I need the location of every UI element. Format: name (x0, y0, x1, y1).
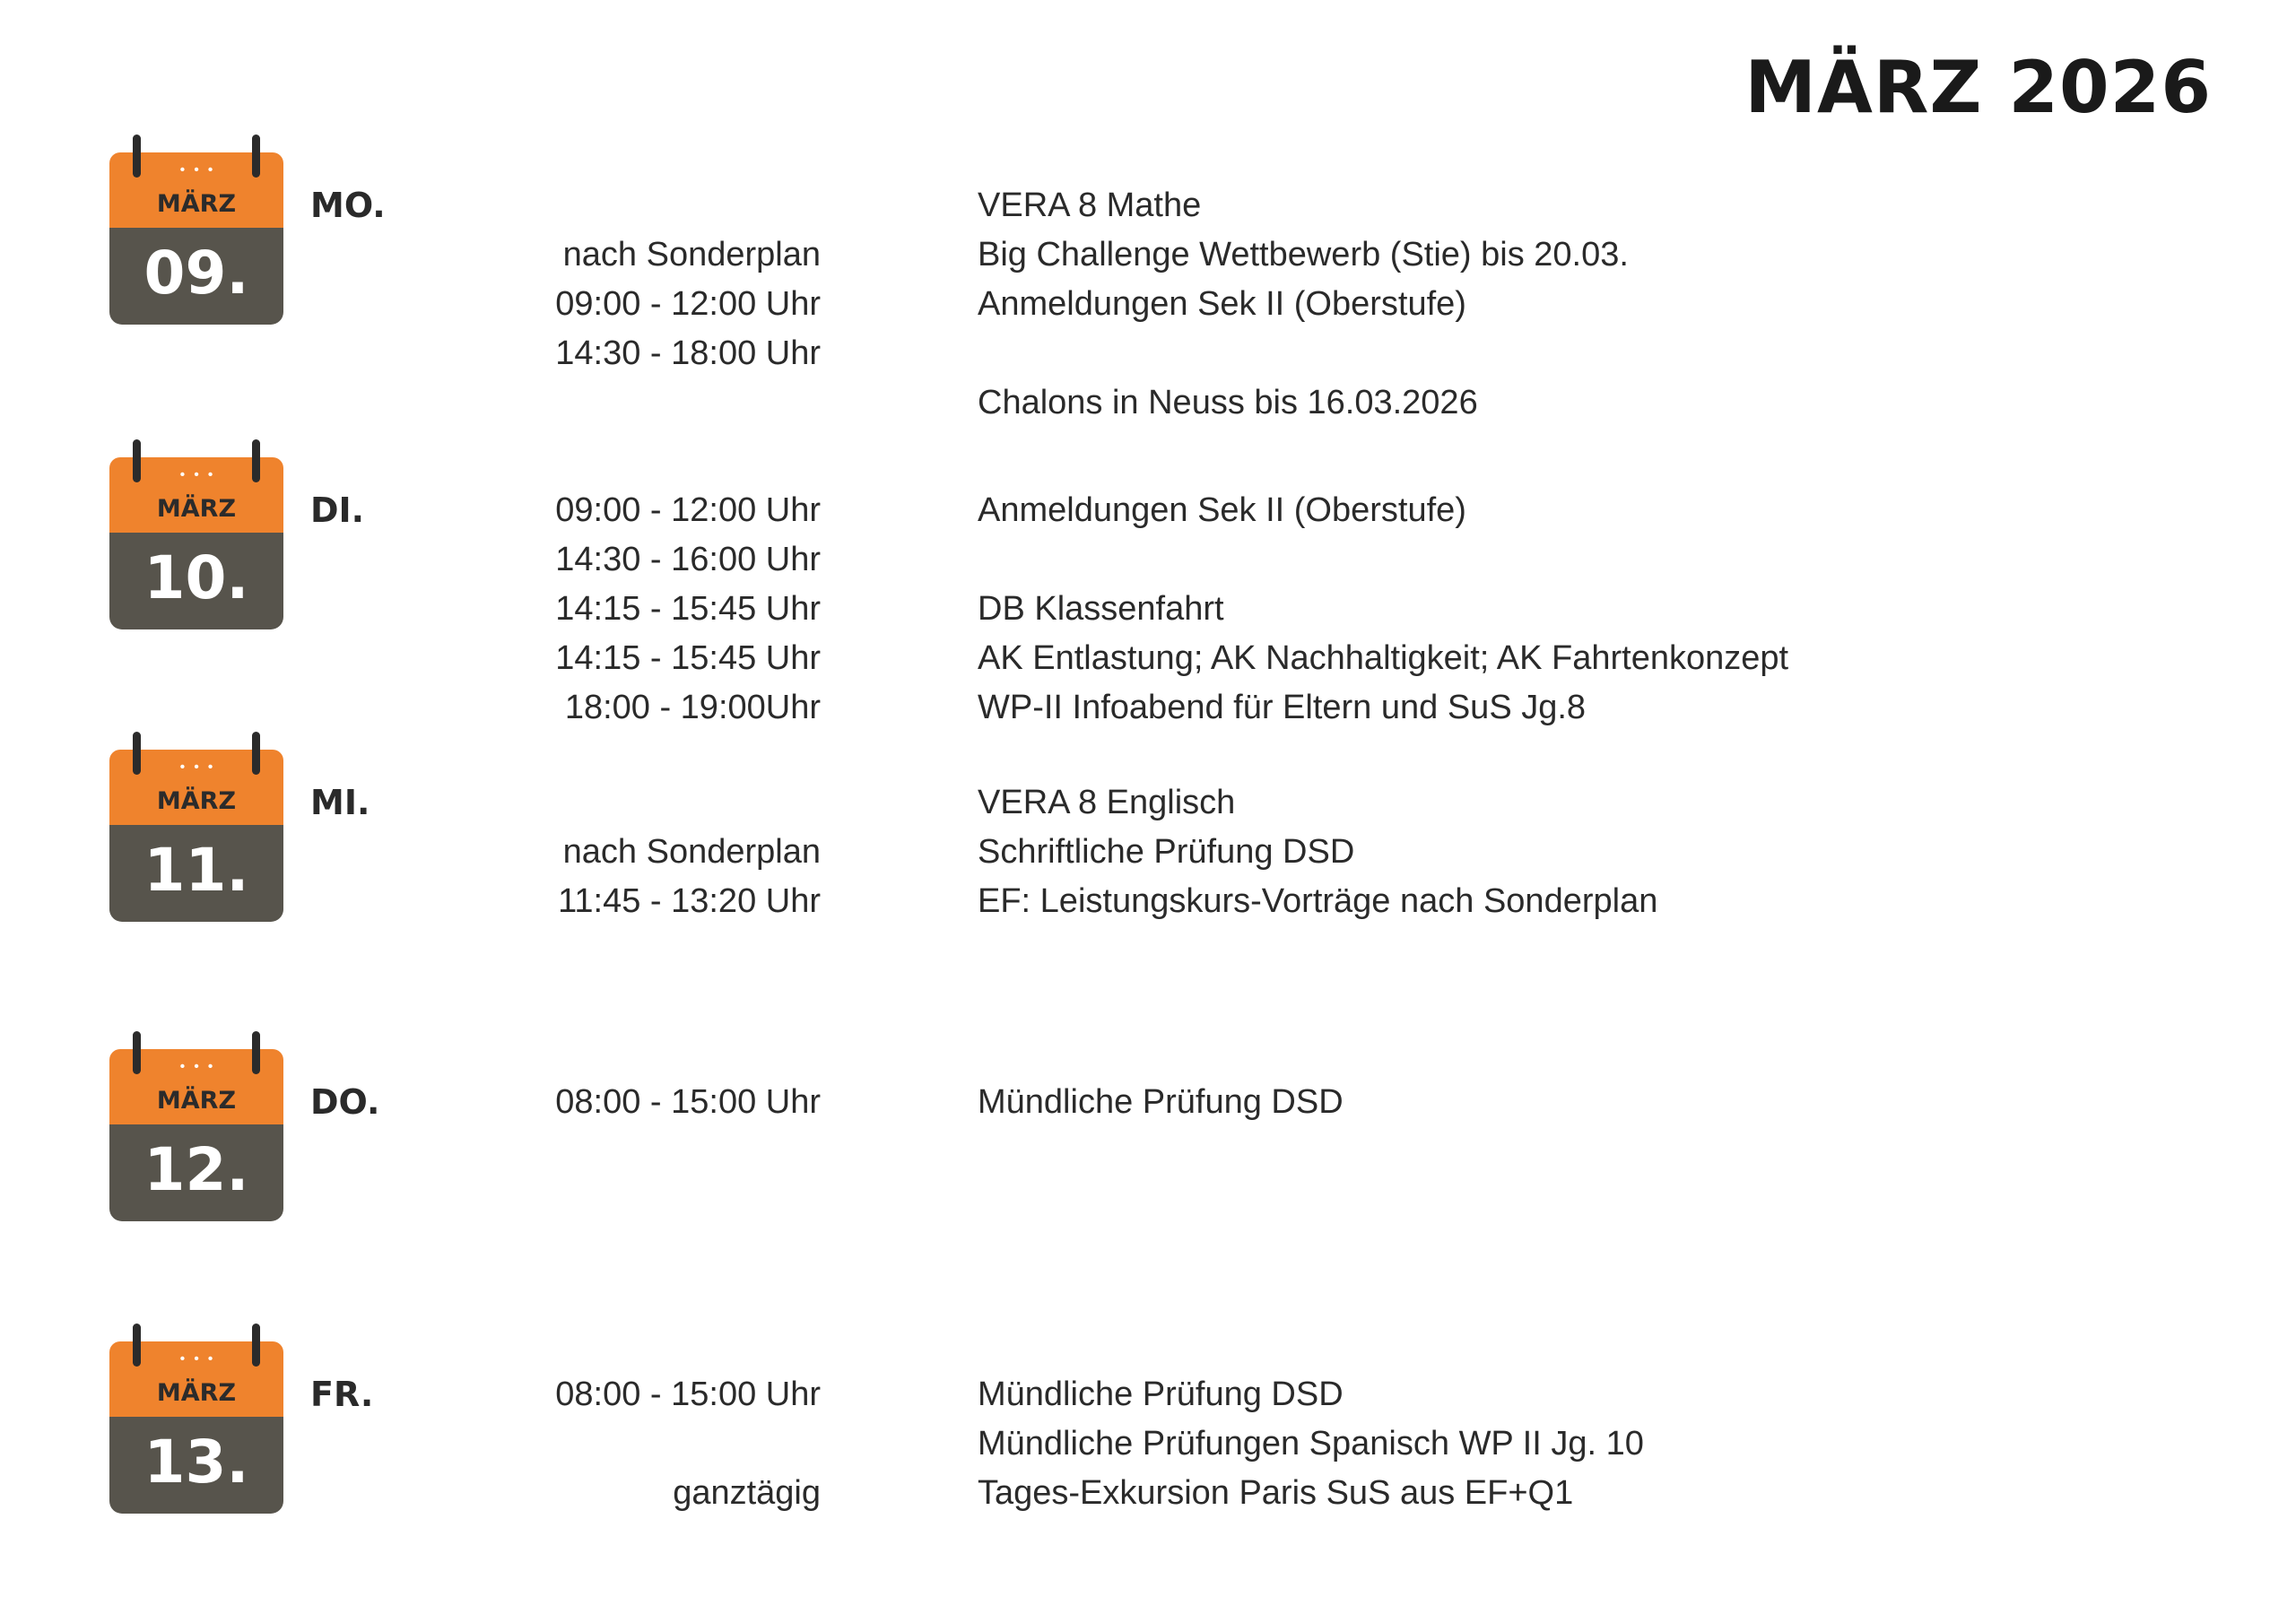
event-entry: VERA 8 Englisch (978, 784, 1236, 821)
time-entry: 08:00 - 15:00 Uhr (555, 1376, 821, 1413)
time-entry: 09:00 - 12:00 Uhr (555, 491, 821, 529)
weekday-label: MI. (310, 783, 370, 822)
event-entry: EF: Leistungskurs-Vorträge nach Sonderplan (978, 882, 1658, 920)
time-entry: 11:45 - 13:20 Uhr (558, 882, 821, 920)
calendar-icon (109, 439, 283, 629)
event-entry: AK Entlastung; AK Nachhaltigkeit; AK Fahrtenkonzept (978, 639, 1789, 677)
time-entry: nach Sonderplan (562, 833, 821, 871)
time-entry: 08:00 - 15:00 Uhr (555, 1083, 821, 1121)
event-entry: VERA 8 Mathe (978, 187, 1202, 224)
calendar-dots-icon: ••• (179, 1351, 222, 1367)
calendar-month: MÄRZ (156, 787, 237, 815)
time-entry: 09:00 - 12:00 Uhr (555, 285, 821, 323)
weekday-label: DO. (310, 1082, 380, 1122)
calendar-icon (109, 135, 283, 325)
time-entry: ganztägig (673, 1474, 821, 1512)
weekday-label: DI. (310, 490, 365, 530)
time-entry: 14:30 - 18:00 Uhr (555, 334, 821, 372)
event-entry: Anmeldungen Sek II (Oberstufe) (978, 285, 1466, 323)
calendar-day-number: 13. (144, 1428, 249, 1497)
time-entry: nach Sonderplan (562, 236, 821, 273)
weekday-label: MO. (310, 186, 386, 225)
event-entry: Schriftliche Prüfung DSD (978, 833, 1355, 871)
event-entry: Mündliche Prüfung DSD (978, 1376, 1344, 1413)
calendar-dots-icon: ••• (179, 162, 222, 178)
calendar-month: MÄRZ (156, 1379, 237, 1407)
event-entry: WP-II Infoabend für Eltern und SuS Jg.8 (978, 689, 1587, 726)
calendar-icon (109, 1324, 283, 1514)
calendar-day-number: 09. (144, 239, 249, 308)
page-title: MÄRZ 2026 (1744, 46, 2212, 129)
calendar-day-number: 10. (144, 543, 249, 612)
event-entry: Mündliche Prüfungen Spanisch WP II Jg. 10 (978, 1425, 1644, 1462)
time-entry: 18:00 - 19:00Uhr (564, 689, 821, 726)
calendar-month: MÄRZ (156, 495, 237, 523)
calendar-dots-icon: ••• (179, 467, 222, 482)
event-entry: DB Klassenfahrt (978, 590, 1224, 628)
calendar-day-number: 12. (144, 1135, 249, 1204)
event-entry: Anmeldungen Sek II (Oberstufe) (978, 491, 1466, 529)
event-entry: Mündliche Prüfung DSD (978, 1083, 1344, 1121)
time-entry: 14:15 - 15:45 Uhr (555, 590, 821, 628)
weekday-label: FR. (310, 1375, 374, 1414)
calendar-month: MÄRZ (156, 1087, 237, 1115)
calendar-icon (109, 732, 283, 922)
calendar-day-number: 11. (144, 836, 249, 905)
event-entry: Chalons in Neuss bis 16.03.2026 (978, 384, 1478, 421)
calendar-icon (109, 1031, 283, 1221)
time-entry: 14:30 - 16:00 Uhr (555, 541, 821, 578)
event-entry: Tages-Exkursion Paris SuS aus EF+Q1 (978, 1474, 1574, 1512)
event-entry: Big Challenge Wettbewerb (Stie) bis 20.03. (978, 236, 1629, 273)
calendar-dots-icon: ••• (179, 759, 222, 775)
calendar-month: MÄRZ (156, 190, 237, 218)
time-entry: 14:15 - 15:45 Uhr (555, 639, 821, 677)
calendar-dots-icon: ••• (179, 1059, 222, 1074)
